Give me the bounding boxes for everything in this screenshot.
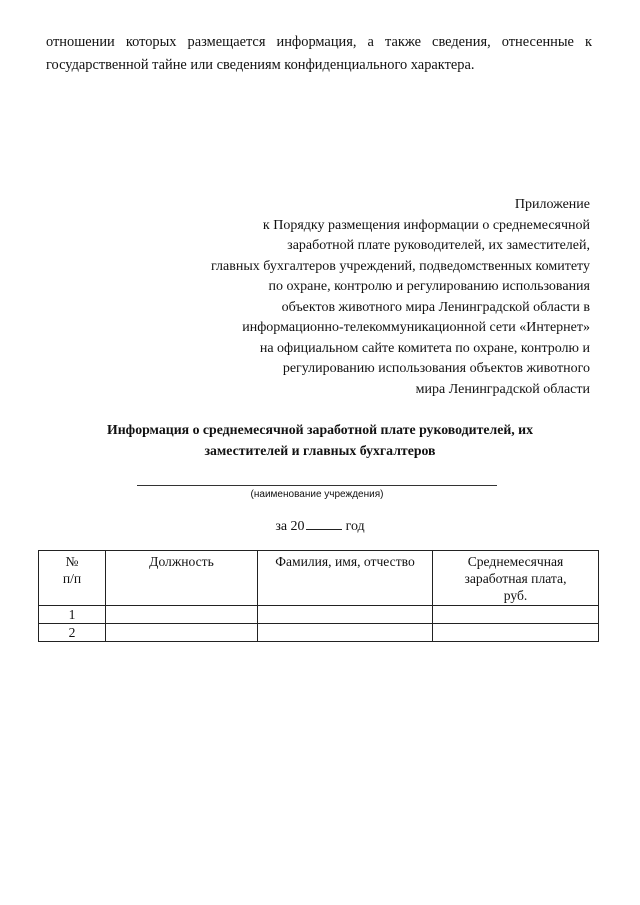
cell-position: [106, 606, 258, 624]
document-title: [40, 419, 600, 461]
appendix-line: на официальном сайте комитета по охране, контролю и: [259, 340, 590, 356]
appendix-line: к Порядку размещения информации о среднемесячной: [262, 217, 590, 233]
header-number: [39, 551, 106, 606]
cell-position: [106, 624, 258, 642]
institution-caption: (наименование учреждения): [250, 489, 384, 500]
year-blank: [306, 516, 342, 530]
year-line: [0, 516, 640, 535]
header-fio: Фамилия, имя, отчество: [258, 551, 433, 606]
table-row: [39, 624, 599, 642]
year-suffix: год: [345, 519, 365, 534]
institution-name-blank: [137, 485, 497, 486]
title-line-1: Информация о среднемесячной заработной плате руководителей, их: [106, 422, 534, 437]
title-line-2: заместителей и главных бухгалтеров: [204, 443, 436, 458]
intro-line-1: отношении которых размещается информация, а также сведения, отнесенные к: [46, 34, 592, 50]
table-header-row: [39, 551, 599, 606]
salary-table: [38, 550, 599, 642]
year-prefix: за 20: [275, 519, 305, 534]
header-salary-line-3: руб.: [503, 588, 528, 603]
appendix-note: [170, 195, 590, 400]
header-number-sign: №: [65, 554, 79, 569]
header-salary-line-2: заработная плата,: [464, 571, 567, 586]
header-number-label: п/п: [62, 571, 82, 586]
appendix-line: главных бухгалтеров учреждений, подведомственных комитету: [211, 258, 590, 274]
intro-line-2: государственной тайне или сведениям конфиденциального характера.: [46, 57, 475, 73]
appendix-line: объектов животного мира Ленинградской области в: [281, 299, 590, 315]
appendix-line: Приложение: [514, 197, 590, 212]
cell-salary: [433, 624, 599, 642]
header-position: Должность: [106, 551, 258, 606]
appendix-line: по охране, контролю и регулированию использования: [268, 279, 590, 294]
header-salary: [433, 551, 599, 606]
table-row: [39, 606, 599, 624]
intro-paragraph: [46, 31, 592, 77]
appendix-line: мира Ленинградской области: [415, 381, 590, 397]
cell-salary: [433, 606, 599, 624]
appendix-line: регулированию использования объектов животного: [282, 361, 590, 376]
cell-number: 2: [39, 624, 106, 642]
header-salary-line-1: Среднемесячная: [467, 554, 564, 569]
cell-fio: [258, 624, 433, 642]
cell-number: 1: [39, 606, 106, 624]
cell-fio: [258, 606, 433, 624]
appendix-line: заработной плате руководителей, их заместителей,: [287, 238, 590, 253]
appendix-line: информационно-телекоммуникационной сети «Интернет»: [242, 320, 590, 335]
